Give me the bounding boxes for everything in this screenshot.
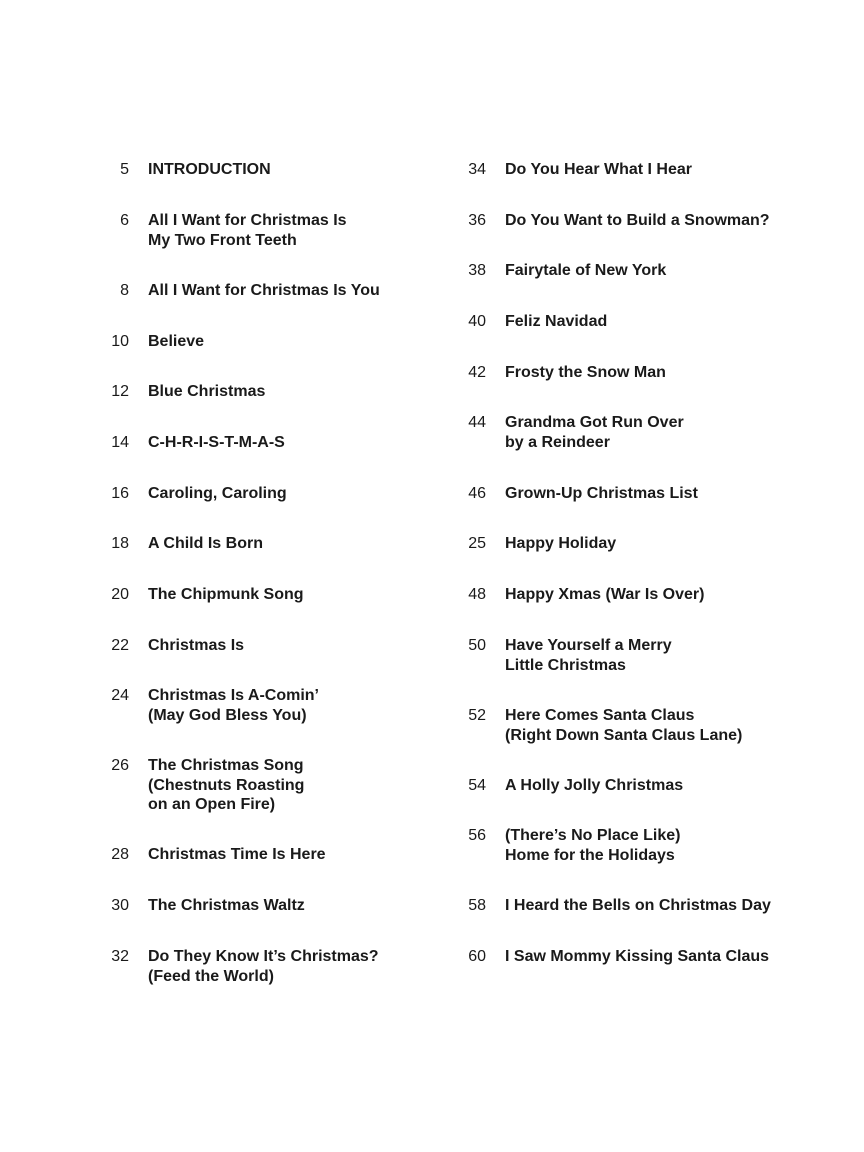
- toc-page-number: 40: [468, 313, 486, 330]
- toc-page-number: 14: [111, 434, 129, 451]
- toc-page-number: 10: [111, 333, 129, 350]
- toc-entry[interactable]: [453, 312, 607, 332]
- toc-page-number: 30: [111, 897, 129, 914]
- toc-entry[interactable]: [96, 534, 263, 554]
- toc-title: I Saw Mommy Kissing Santa Claus: [505, 948, 770, 965]
- toc-page-number: 48: [468, 586, 486, 603]
- toc-entry[interactable]: [96, 947, 379, 986]
- toc-page-number: 54: [468, 777, 486, 794]
- toc-title: The Christmas Song (Chestnuts Roasting on an Open Fire): [148, 757, 305, 813]
- toc-page-number: 22: [111, 637, 129, 654]
- toc-title: All I Want for Christmas Is My Two Front Teeth: [148, 212, 347, 249]
- toc-title: Feliz Navidad: [505, 313, 608, 330]
- toc-entry[interactable]: [96, 636, 244, 656]
- toc-entry[interactable]: [96, 433, 285, 453]
- toc-entry[interactable]: [453, 896, 771, 916]
- toc-title: Grown-Up Christmas List: [505, 485, 698, 502]
- toc-title: C-H-R-I-S-T-M-A-S: [148, 434, 285, 451]
- toc-title: Christmas Is A-Comin’ (May God Bless You): [148, 687, 319, 724]
- toc-title: Christmas Time Is Here: [148, 846, 326, 863]
- toc-page-number: 28: [111, 846, 129, 863]
- toc-entry[interactable]: [96, 686, 319, 725]
- toc-page-number: 25: [468, 535, 486, 552]
- toc-entry[interactable]: [96, 845, 326, 865]
- toc-entry[interactable]: [453, 261, 666, 281]
- toc-page-number: 16: [111, 485, 129, 502]
- toc-entry[interactable]: [453, 776, 683, 796]
- toc-title: Fairytale of New York: [505, 262, 667, 279]
- toc-title: Believe: [148, 333, 205, 350]
- toc-page-number: 32: [111, 948, 129, 965]
- toc-page-number: 20: [111, 586, 129, 603]
- toc-title: Christmas Is: [148, 637, 245, 654]
- toc-title: Do You Hear What I Hear: [505, 161, 692, 178]
- toc-page-number: 18: [111, 535, 129, 552]
- toc-title: INTRODUCTION: [148, 161, 271, 178]
- toc-entry[interactable]: [453, 636, 672, 675]
- toc-page-number: 44: [468, 414, 486, 431]
- toc-entry[interactable]: [96, 756, 304, 815]
- toc-page-number: 60: [468, 948, 486, 965]
- toc-entry[interactable]: [453, 585, 704, 605]
- toc-title: Frosty the Snow Man: [505, 364, 666, 381]
- toc-title: The Christmas Waltz: [148, 897, 305, 914]
- toc-title: Do They Know It’s Christmas? (Feed the World): [148, 948, 379, 985]
- toc-page-number: 34: [468, 161, 486, 178]
- toc-entry[interactable]: [96, 211, 347, 250]
- toc-entry[interactable]: [96, 332, 204, 352]
- toc-page-number: 38: [468, 262, 486, 279]
- toc-title: A Child Is Born: [148, 535, 263, 552]
- toc-entry[interactable]: [453, 826, 680, 865]
- toc-entry[interactable]: [453, 534, 616, 554]
- toc-title: I Heard the Bells on Christmas Day: [505, 897, 771, 914]
- toc-page-number: 36: [468, 212, 486, 229]
- toc-entry[interactable]: [96, 896, 305, 916]
- toc-page-number: 5: [120, 161, 129, 178]
- toc-entry[interactable]: [453, 363, 666, 383]
- toc-title: A Holly Jolly Christmas: [505, 777, 684, 794]
- toc-title: Do You Want to Build a Snowman?: [505, 212, 770, 229]
- toc-title: All I Want for Christmas Is You: [148, 282, 380, 299]
- toc-entry[interactable]: [453, 413, 684, 452]
- toc-entry[interactable]: [453, 947, 769, 967]
- toc-page-number: 12: [111, 383, 129, 400]
- toc-entry[interactable]: [453, 160, 692, 180]
- toc-title: The Chipmunk Song: [148, 586, 304, 603]
- toc-page-number: 52: [468, 707, 486, 724]
- toc-title: Grandma Got Run Over by a Reindeer: [505, 414, 684, 451]
- toc-title: Have Yourself a Merry Little Christmas: [505, 637, 672, 674]
- toc-entry[interactable]: [96, 484, 287, 504]
- toc-title: Happy Xmas (War Is Over): [505, 586, 705, 603]
- toc-page-number: 8: [120, 282, 129, 299]
- toc-page-number: 46: [468, 485, 486, 502]
- toc-entry[interactable]: [96, 160, 271, 180]
- toc-page-number: 26: [111, 757, 129, 774]
- toc-title: Blue Christmas: [148, 383, 266, 400]
- toc-title: (There’s No Place Like) Home for the Holidays: [505, 827, 681, 864]
- toc-page-number: 42: [468, 364, 486, 381]
- toc-page-number: 50: [468, 637, 486, 654]
- toc-page-number: 56: [468, 827, 486, 844]
- toc-entry[interactable]: [96, 281, 380, 301]
- toc-title: Here Comes Santa Claus (Right Down Santa Claus Lane): [505, 707, 743, 744]
- toc-entry[interactable]: [453, 484, 698, 504]
- toc-page-number: 24: [111, 687, 129, 704]
- toc-entry[interactable]: [453, 211, 770, 231]
- toc-entry[interactable]: [96, 382, 265, 402]
- toc-title: Happy Holiday: [505, 535, 617, 552]
- toc-entry[interactable]: [96, 585, 304, 605]
- toc-entry[interactable]: [453, 706, 742, 745]
- toc-page-number: 58: [468, 897, 486, 914]
- toc-title: Caroling, Caroling: [148, 485, 287, 502]
- toc-page-number: 6: [120, 212, 129, 229]
